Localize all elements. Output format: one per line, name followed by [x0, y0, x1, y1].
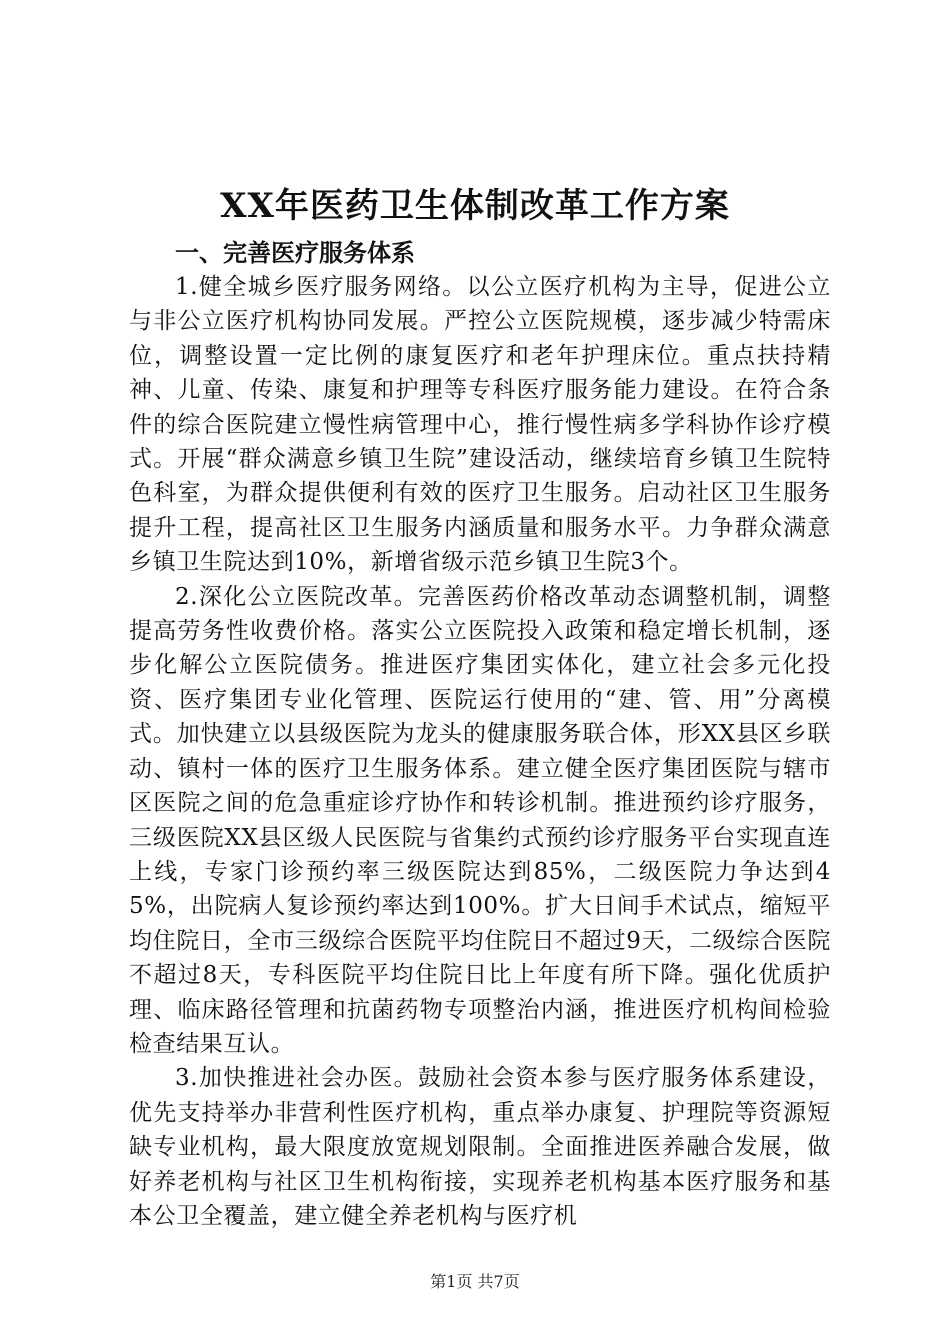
page-footer: 第1页 共7页 — [430, 1272, 520, 1291]
paragraph-2: 2.深化公立医院改革。完善医药价格改革动态调整机制，调整提高劳务性收费价格。落实公立医院投入政策和稳定增长机制，逐步化解公立医院债务。推进医疗集团实体化，建立社会多元化投资、医疗集团专业化管理、医院运行使用的“建、管、用”分离模式。加快建立以县级医院为龙头的健康服务联合体，形XX县区乡联动、镇村一体的医疗卫生服务体系。建立健全医疗集团医院与辖市区医院之间的危急重症诊疗协作和转诊机制。推进预约诊疗服务，三级医院XX县区级人民医院与省集约式预约诊疗服务平台实现直连上线，专家门诊预约率三级医院达到85%，二级医院力争达到45%，出院病人复诊预约率达到100%。扩大日间手术试点，缩短平均住院日，全市三级综合医院平均住院日不超过9天，二级综合医院不超过8天，专科医院平均住院日比上年度有所下降。强化优质护理、临床路径管理和抗菌药物专项整治内涵，推进医疗机构间检验检查结果互认。 — [129, 583, 831, 1057]
paragraph-3: 3.加快推进社会办医。鼓励社会资本参与医疗服务体系建设，优先支持举办非营利性医疗机构，重点举办康复、护理院等资源短缺专业机构，最大限度放宽规划限制。全面推进医养融合发展，做好养老机构与社区卫生机构衔接，实现养老机构基本医疗服务和基本公卫全覆盖，建立健全养老机构与医疗机 — [129, 1065, 831, 1229]
section-heading: 一、完善医疗服务体系 — [175, 238, 415, 267]
paragraph-1: 1.健全城乡医疗服务网络。以公立医疗机构为主导，促进公立与非公立医疗机构协同发展。严控公立医院规模，逐步减少特需床位，调整设置一定比例的康复医疗和老年护理床位。重点扶持精神、儿童、传染、康复和护理等专科医疗服务能力建设。在符合条件的综合医院建立慢性病管理中心，推行慢性病多学科协作诊疗模式。开展“群众满意乡镇卫生院”建设活动，继续培育乡镇卫生院特色科室，为群众提供便利有效的医疗卫生服务。启动社区卫生服务提升工程，提高社区卫生服务内涵质量和服务水平。力争群众满意乡镇卫生院达到10%，新增省级示范乡镇卫生院3个。 — [129, 274, 831, 576]
document-title: XX年医药卫生体制改革工作方案 — [220, 186, 730, 226]
document-body — [129, 236, 831, 1233]
